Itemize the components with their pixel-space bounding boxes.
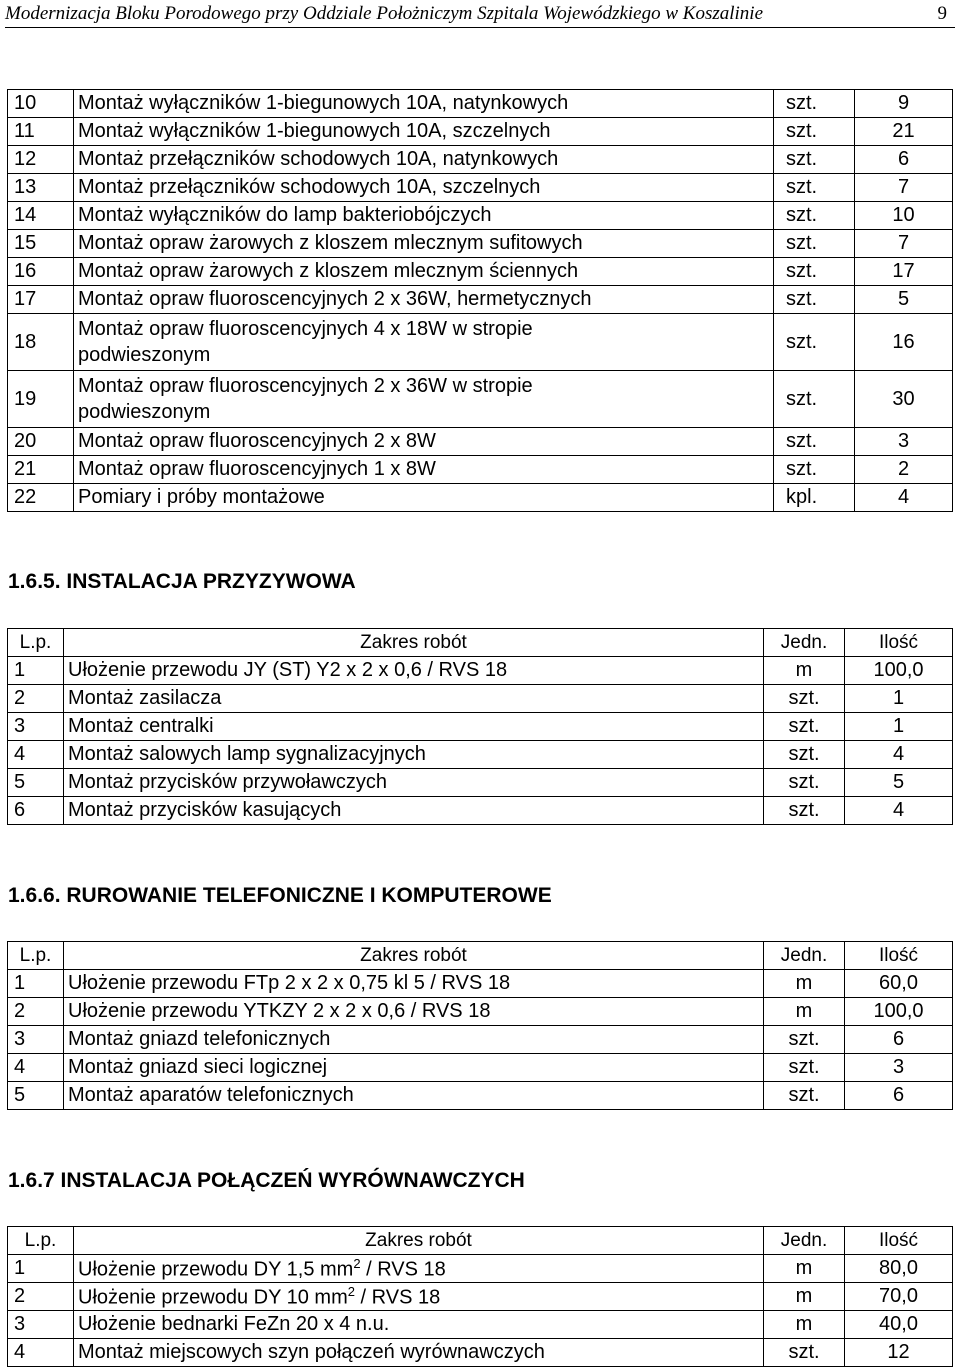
row-desc <box>74 1255 764 1283</box>
section-title-call-system: 1.6.5. INSTALACJA PRZYZYWOWA <box>8 570 356 593</box>
table-row <box>8 118 953 146</box>
table-row <box>8 90 953 118</box>
row-desc: Montaż wyłączników do lamp bakteriobójczych <box>74 202 774 230</box>
table-row <box>8 1054 953 1082</box>
table-row <box>8 657 953 685</box>
row-lp: 2 <box>8 685 64 713</box>
row-unit: szt. <box>774 118 855 146</box>
row-lp: 1 <box>8 970 64 998</box>
row-desc: Montaż opraw fluoroscencyjnych 1 x 8W <box>74 456 774 484</box>
row-unit: szt. <box>764 769 845 797</box>
row-qty: 4 <box>845 797 953 825</box>
row-unit: szt. <box>774 258 855 286</box>
row-desc: Montaż opraw fluoroscencyjnych 2 x 8W <box>74 428 774 456</box>
row-desc: Montaż centralki <box>64 713 764 741</box>
row-unit: szt. <box>774 90 855 118</box>
row-qty: 2 <box>855 456 953 484</box>
table-row <box>8 371 953 428</box>
row-unit: szt. <box>764 1339 845 1367</box>
table-row <box>8 713 953 741</box>
col-header-unit: Jedn. <box>764 1227 845 1255</box>
row-desc: Montaż przycisków przywoławczych <box>64 769 764 797</box>
row-qty: 6 <box>845 1082 953 1110</box>
row-lp: 19 <box>8 371 74 428</box>
section-title-telecom: 1.6.6. RUROWANIE TELEFONICZNE I KOMPUTEROWE <box>8 884 552 907</box>
row-qty: 1 <box>845 713 953 741</box>
row-unit: szt. <box>774 314 855 371</box>
row-desc: Montaż przełączników schodowych 10A, natynkowych <box>74 146 774 174</box>
row-lp: 4 <box>8 1054 64 1082</box>
table-row <box>8 258 953 286</box>
row-lp: 3 <box>8 713 64 741</box>
col-header-desc: Zakres robót <box>74 1227 764 1255</box>
desc-text-suffix: / RVS 18 <box>360 1258 446 1281</box>
row-lp: 10 <box>8 90 74 118</box>
row-desc: Montaż opraw fluoroscencyjnych 4 x 18W w stropie podwieszonym <box>74 314 774 371</box>
table-row <box>8 314 953 371</box>
row-qty: 3 <box>845 1054 953 1082</box>
table-row <box>8 998 953 1026</box>
row-qty: 10 <box>855 202 953 230</box>
row-desc: Ułożenie przewodu YTKZY 2 x 2 x 0,6 / RVS 18 <box>64 998 764 1026</box>
row-unit: szt. <box>764 797 845 825</box>
row-lp: 14 <box>8 202 74 230</box>
row-unit: szt. <box>764 741 845 769</box>
row-desc: Montaż zasilacza <box>64 685 764 713</box>
table-row <box>8 1311 953 1339</box>
row-desc: Montaż gniazd sieci logicznej <box>64 1054 764 1082</box>
section-title-equipotential: 1.6.7 INSTALACJA POŁĄCZEŃ WYRÓWNAWCZYCH <box>8 1169 525 1192</box>
desc-text: Ułożenie przewodu DY 10 mm <box>78 1286 348 1309</box>
row-lp: 2 <box>8 998 64 1026</box>
row-qty: 70,0 <box>845 1283 953 1311</box>
row-qty: 40,0 <box>845 1311 953 1339</box>
row-unit: m <box>764 970 845 998</box>
row-unit: m <box>764 1255 845 1283</box>
col-header-lp: L.p. <box>8 1227 74 1255</box>
table-header-row <box>8 942 953 970</box>
header-title: Modernizacja Bloku Porodowego przy Oddziale Położniczym Szpitala Wojewódzkiego w Koszalinie <box>5 3 764 24</box>
table-row <box>8 1026 953 1054</box>
table-row <box>8 1082 953 1110</box>
row-qty: 5 <box>845 769 953 797</box>
row-desc: Ułożenie bednarki FeZn 20 x 4 n.u. <box>74 1311 764 1339</box>
col-header-qty: Ilość <box>845 629 953 657</box>
row-lp: 15 <box>8 230 74 258</box>
row-unit: szt. <box>764 713 845 741</box>
row-desc: Ułożenie przewodu FTp 2 x 2 x 0,75 kl 5 / RVS 18 <box>64 970 764 998</box>
row-desc: Montaż wyłączników 1-biegunowych 10A, natynkowych <box>74 90 774 118</box>
table-row <box>8 1339 953 1367</box>
row-lp: 12 <box>8 146 74 174</box>
row-unit: m <box>764 657 845 685</box>
row-lp: 5 <box>8 1082 64 1110</box>
row-desc: Montaż salowych lamp sygnalizacyjnych <box>64 741 764 769</box>
call-system-table <box>7 628 953 825</box>
row-lp: 5 <box>8 769 64 797</box>
telecom-table <box>7 941 953 1110</box>
table-row <box>8 1283 953 1311</box>
table-row <box>8 685 953 713</box>
row-desc: Montaż przełączników schodowych 10A, szczelnych <box>74 174 774 202</box>
page-number: 9 <box>937 3 947 24</box>
row-lp: 21 <box>8 456 74 484</box>
row-desc: Montaż opraw żarowych z kloszem mlecznym ściennych <box>74 258 774 286</box>
row-qty: 3 <box>855 428 953 456</box>
row-desc: Montaż aparatów telefonicznych <box>64 1082 764 1110</box>
row-lp: 13 <box>8 174 74 202</box>
row-qty: 12 <box>845 1339 953 1367</box>
row-qty: 60,0 <box>845 970 953 998</box>
row-unit: szt. <box>774 174 855 202</box>
page-header <box>5 0 955 28</box>
row-desc: Montaż przycisków kasujących <box>64 797 764 825</box>
table-row <box>8 970 953 998</box>
col-header-desc: Zakres robót <box>64 942 764 970</box>
row-lp: 3 <box>8 1311 74 1339</box>
table-header-row <box>8 629 953 657</box>
superscript: 2 <box>347 1283 355 1299</box>
row-desc: Montaż gniazd telefonicznych <box>64 1026 764 1054</box>
table-header-row <box>8 1227 953 1255</box>
table-row <box>8 428 953 456</box>
row-qty: 17 <box>855 258 953 286</box>
equipotential-table <box>7 1226 953 1367</box>
row-qty: 80,0 <box>845 1255 953 1283</box>
row-qty: 4 <box>845 741 953 769</box>
desc-text-suffix: / RVS 18 <box>355 1286 441 1309</box>
row-qty: 21 <box>855 118 953 146</box>
row-desc: Montaż opraw fluoroscencyjnych 2 x 36W, hermetycznych <box>74 286 774 314</box>
row-unit: m <box>764 1283 845 1311</box>
row-lp: 6 <box>8 797 64 825</box>
row-unit: szt. <box>764 685 845 713</box>
table-row <box>8 174 953 202</box>
row-qty: 16 <box>855 314 953 371</box>
row-lp: 1 <box>8 1255 74 1283</box>
table-row <box>8 741 953 769</box>
table-row <box>8 484 953 512</box>
row-unit: m <box>764 998 845 1026</box>
table-row <box>8 202 953 230</box>
row-unit: szt. <box>774 371 855 428</box>
col-header-qty: Ilość <box>845 1227 953 1255</box>
row-lp: 3 <box>8 1026 64 1054</box>
row-qty: 4 <box>855 484 953 512</box>
row-unit: szt. <box>764 1054 845 1082</box>
row-qty: 7 <box>855 230 953 258</box>
row-desc: Montaż miejscowych szyn połączeń wyrównawczych <box>74 1339 764 1367</box>
row-desc: Montaż opraw żarowych z kloszem mlecznym sufitowych <box>74 230 774 258</box>
row-lp: 4 <box>8 741 64 769</box>
table-row <box>8 797 953 825</box>
row-unit: szt. <box>774 456 855 484</box>
row-desc: Ułożenie przewodu JY (ST) Y2 x 2 x 0,6 / RVS 18 <box>64 657 764 685</box>
desc-text: Ułożenie przewodu DY 1,5 mm <box>78 1258 354 1281</box>
row-lp: 20 <box>8 428 74 456</box>
row-desc: Montaż opraw fluoroscencyjnych 2 x 36W w stropie podwieszonym <box>74 371 774 428</box>
row-qty: 7 <box>855 174 953 202</box>
table-row <box>8 1255 953 1283</box>
row-lp: 16 <box>8 258 74 286</box>
col-header-unit: Jedn. <box>764 629 845 657</box>
row-unit: m <box>764 1311 845 1339</box>
table-row <box>8 769 953 797</box>
row-qty: 6 <box>855 146 953 174</box>
row-qty: 6 <box>845 1026 953 1054</box>
row-unit: szt. <box>764 1026 845 1054</box>
table-row <box>8 146 953 174</box>
row-desc <box>74 1283 764 1311</box>
row-desc: Pomiary i próby montażowe <box>74 484 774 512</box>
row-unit: szt. <box>764 1082 845 1110</box>
row-unit: szt. <box>774 202 855 230</box>
row-desc: Montaż wyłączników 1-biegunowych 10A, szczelnych <box>74 118 774 146</box>
row-unit: szt. <box>774 286 855 314</box>
col-header-qty: Ilość <box>845 942 953 970</box>
row-unit: szt. <box>774 146 855 174</box>
table-row <box>8 286 953 314</box>
row-qty: 100,0 <box>845 998 953 1026</box>
row-lp: 18 <box>8 314 74 371</box>
row-lp: 1 <box>8 657 64 685</box>
row-lp: 4 <box>8 1339 74 1367</box>
superscript: 2 <box>353 1255 361 1271</box>
row-qty: 9 <box>855 90 953 118</box>
row-lp: 2 <box>8 1283 74 1311</box>
col-header-lp: L.p. <box>8 942 64 970</box>
row-lp: 11 <box>8 118 74 146</box>
row-unit: szt. <box>774 230 855 258</box>
table-row <box>8 230 953 258</box>
row-unit: szt. <box>774 428 855 456</box>
row-qty: 100,0 <box>845 657 953 685</box>
row-unit: kpl. <box>774 484 855 512</box>
col-header-lp: L.p. <box>8 629 64 657</box>
table-row <box>8 456 953 484</box>
row-qty: 5 <box>855 286 953 314</box>
electrical-works-table <box>7 89 953 512</box>
col-header-desc: Zakres robót <box>64 629 764 657</box>
col-header-unit: Jedn. <box>764 942 845 970</box>
row-qty: 30 <box>855 371 953 428</box>
row-lp: 17 <box>8 286 74 314</box>
row-qty: 1 <box>845 685 953 713</box>
row-lp: 22 <box>8 484 74 512</box>
